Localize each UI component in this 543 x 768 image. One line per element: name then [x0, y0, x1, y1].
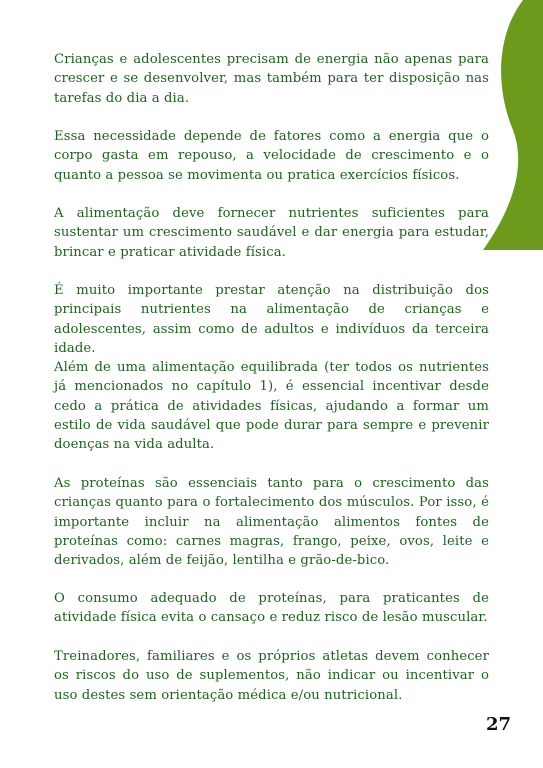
paragraph-energy-needs: Crianças e adolescentes precisam de energia não apenas para crescer e se desenvolver, mas também para ter disposição nas tarefas do dia a dia.	[54, 52, 489, 106]
paragraph-physical-activity: Além de uma alimentação equilibrada (ter todos os nutrientes já mencionados no capítulo 1), é essencial incentivar desde cedo a prática de atividades físicas, ajudando a formar um estilo de vida saudável que pode durar para sempre e prevenir doenças na vida adulta.	[54, 360, 489, 453]
decorative-green-wave-shape	[483, 0, 543, 250]
paragraph-nutrients: A alimentação deve fornecer nutrientes suficientes para sustentar um crescimento saudável e dar energia para estudar, brincar e praticar atividade física.	[54, 206, 489, 260]
page-number: 27	[485, 714, 511, 735]
paragraph-nutrient-distribution: É muito importante prestar atenção na distribuição dos principais nutrientes na alimentação de crianças e adolescentes, assim como de adultos e indivíduos da terceira idade.	[54, 283, 489, 356]
paragraph-energy-factors: Essa necessidade depende de fatores como a energia que o corpo gasta em repouso, a velocidade de crescimento e o quanto a pessoa se movimenta ou pratica exercícios físicos.	[54, 129, 489, 183]
paragraph-proteins: As proteínas são essenciais tanto para o crescimento das crianças quanto para o fortalecimento dos músculos. Por isso, é importante incluir na alimentação alimentos fontes de proteínas como: carnes magras, frango, peixe, ovos, leite e derivados, além de feijão, lentilha e grão-de-bico.	[54, 476, 489, 569]
paragraph-supplements: Treinadores, familiares e os próprios atletas devem conhecer os riscos do uso de suplementos, não indicar ou incentivar o uso destes sem orientação médica e/ou nutricional.	[54, 649, 489, 703]
paragraph-protein-consumption: O consumo adequado de proteínas, para praticantes de atividade física evita o cansaço e reduz risco de lesão muscular.	[54, 591, 489, 626]
